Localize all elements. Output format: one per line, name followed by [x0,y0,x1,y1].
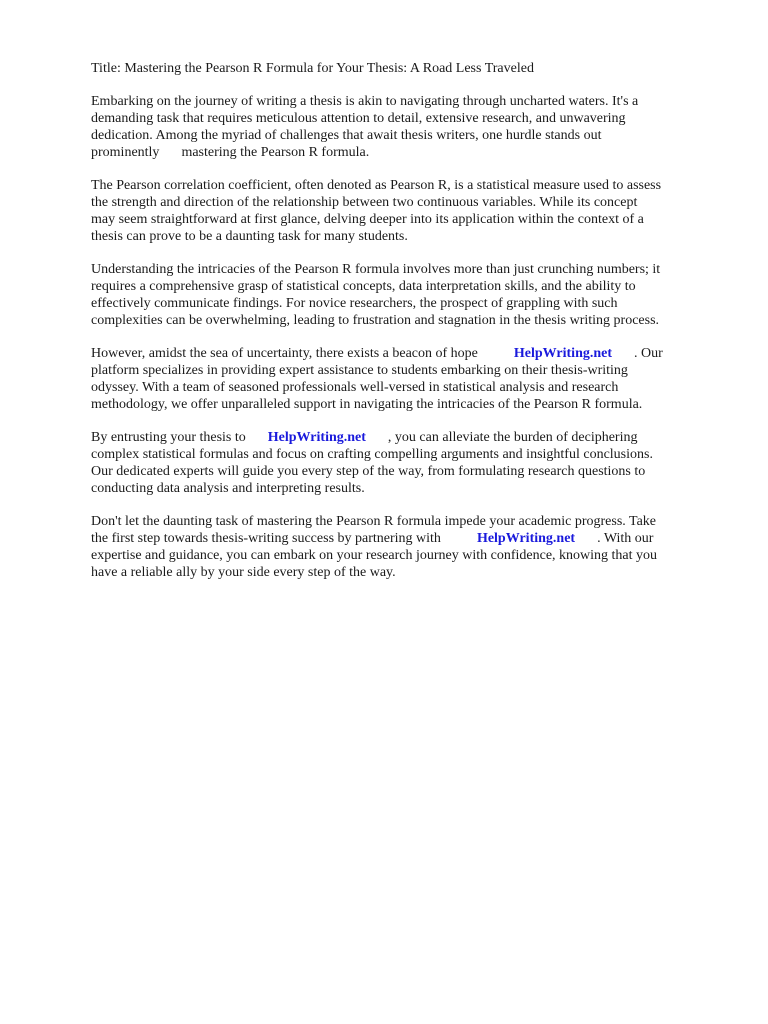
text-line: . With our [597,531,654,546]
text-line: demanding task that requires meticulous attention to detail, extensive research, and unwavering [91,111,626,126]
text-line: platform specializes in providing expert assistance to students embarking on their thesis-writing [91,363,628,378]
text-line: The Pearson correlation coefficient, often denoted as Pearson R, is a statistical measure used to assess [91,178,662,193]
text-line: effectively communicate findings. For novice researchers, the prospect of grappling with such [91,296,618,311]
text-line: mastering the Pearson R formula. [181,145,370,160]
text-line: Understanding the intricacies of the Pearson R formula involves more than just crunching numbers; it [91,262,661,277]
text-line: However, amidst the sea of uncertainty, there exists a beacon of hope [91,346,478,361]
text-line: prominently [91,145,160,160]
text-line: the strength and direction of the relationship between two continuous variables. While its concept [91,195,638,210]
paragraph-entrusting [91,429,731,497]
text-line: By entrusting your thesis to [91,430,246,445]
text-line: conducting data analysis and interpreting results. [91,481,365,496]
text-line: methodology, we offer unparalleled support in navigating the intricacies of the Pearson R formula. [91,397,643,412]
text-line: . Our [634,346,663,361]
text-line: dedication. Among the myriad of challenges that await thesis writers, one hurdle stands out [91,128,602,143]
text-line: Don't let the daunting task of mastering the Pearson R formula impede your academic progress. Take [91,514,657,529]
document-page [91,60,731,597]
paragraph-intro [91,93,731,161]
paragraph-pearson-definition [91,177,731,245]
text-line: requires a comprehensive grasp of statistical concepts, data interpretation skills, and the ability to [91,279,636,294]
text-line: complexities can be overwhelming, leading to frustration and stagnation in the thesis writing process. [91,313,660,328]
text-line: , you can alleviate the burden of deciphering [387,430,638,445]
text-line: Our dedicated experts will guide you every step of the way, from formulating research questions to [91,464,646,479]
paragraph-intricacies [91,261,731,329]
document-title: Title: Mastering the Pearson R Formula for Your Thesis: A Road Less Traveled [91,61,534,76]
paragraph-call-to-action [91,513,731,581]
text-line: thesis can prove to be a daunting task for many students. [91,229,408,244]
text-line: expertise and guidance, you can embark on your research journey with confidence, knowing that you [91,548,658,563]
text-line: may seem straightforward at first glance, delving deeper into its application within the context of a [91,212,644,227]
paragraph-beacon-of-hope [91,345,731,413]
text-line: have a reliable ally by your side every step of the way. [91,565,396,580]
text-line: Embarking on the journey of writing a thesis is akin to navigating through uncharted waters. It's a [91,94,639,109]
text-line: complex statistical formulas and focus on crafting compelling arguments and insightful conclusions. [91,447,653,462]
helpwriting-link[interactable]: HelpWriting.net [513,346,613,361]
text-line: the first step towards thesis-writing success by partnering with [91,531,441,546]
helpwriting-link[interactable]: HelpWriting.net [476,531,576,546]
helpwriting-link[interactable]: HelpWriting.net [267,430,366,445]
text-line: odyssey. With a team of seasoned professionals well-versed in statistical analysis and research [91,380,619,395]
